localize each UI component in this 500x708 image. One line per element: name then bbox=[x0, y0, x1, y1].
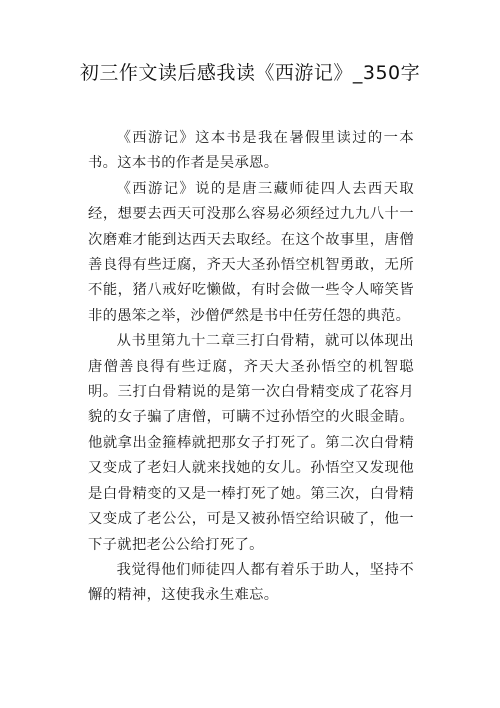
paragraph-2: 《西游记》说的是唐三藏师徒四人去西天取经，想要去西天可没那么容易必须经过九九八十一次磨难才能到达西天去取经。在这个故事里，唐僧善良得有些迂腐，齐天大圣孙悟空机智勇敢，无所不能，猪八戒好吃懒做，有时会做一些令人啼笑皆非的愚笨之举，沙僧俨然是书中任劳任怨的典范。 bbox=[88, 180, 414, 324]
document-body bbox=[88, 126, 414, 609]
paragraph-3: 从书里第九十二章三打白骨精，就可以体现出唐僧善良得有些迂腐，齐天大圣孙悟空的机智聪明。三打白骨精说的是第一次白骨精变成了花容月貌的女子骗了唐僧，可瞒不过孙悟空的火眼金睛。他就拿出金箍棒就把那女子打死了。第二次白骨精又变成了老妇人就来找她的女儿。孙悟空又发现他是白骨精变的又是一棒打死了她。第三次，白骨精又变成了老公公，可是又被孙悟空给识破了，他一下子就把老公公给打死了。 bbox=[88, 333, 414, 553]
document-title: 初三作文读后感我读《西游记》_350字 bbox=[79, 62, 421, 84]
paragraph-1: 《西游记》这本书是我在暑假里读过的一本书。这本书的作者是吴承恩。 bbox=[88, 130, 414, 172]
paragraph-4: 我觉得他们师徒四人都有着乐于助人，坚持不懈的精神，这使我永生难忘。 bbox=[88, 561, 414, 604]
